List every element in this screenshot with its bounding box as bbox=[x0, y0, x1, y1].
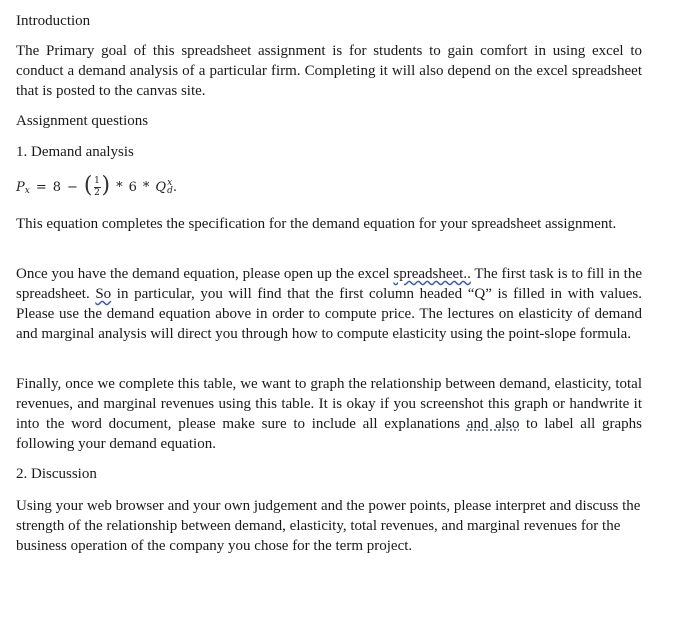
eq-q-var: Q bbox=[155, 179, 167, 195]
eq-q-sub: d bbox=[167, 186, 173, 196]
p3-text-b: to label all graphs following your demand equation. bbox=[16, 416, 642, 452]
p2-text-a: Once you have the demand equation, please open up the excel bbox=[16, 266, 394, 282]
instructions-paragraph bbox=[16, 264, 642, 344]
eq-left-paren: ( bbox=[83, 173, 93, 198]
eq-end: . bbox=[172, 179, 177, 195]
p2-text-c: in particular, you will find that the first column headed “Q” is filled in with values. Please use the demand equation above in order to compute price. The lectures on elasticity of demand and marginal analysis will direct you through how to compute elasticity using the point-slope formula. bbox=[16, 286, 642, 342]
eq-frac-num: 1 bbox=[94, 175, 100, 186]
eq-lhs-var: P bbox=[16, 179, 25, 195]
eq-right-paren: ) bbox=[101, 173, 111, 198]
intro-paragraph: The Primary goal of this spreadsheet assignment is for students to gain comfort in using excel to conduct a demand analysis of a particular firm. Completing it will also depend on the excel spreadsheet that is posted to the canvas site. bbox=[16, 43, 642, 99]
eq-equals: = bbox=[35, 179, 47, 195]
p2-text-b: The first task is to fill in the spreadsheet. bbox=[16, 266, 642, 302]
eq-minus: − bbox=[67, 179, 78, 195]
eq-mult: 6 bbox=[128, 179, 137, 195]
and-also-flagged: and also bbox=[466, 416, 520, 432]
eq-q-sup: x bbox=[167, 178, 173, 188]
equation-note-paragraph: This equation completes the specification for the demand equation for your spreadsheet assignment. bbox=[16, 216, 617, 232]
graph-paragraph bbox=[16, 374, 642, 454]
eq-const: 8 bbox=[52, 179, 62, 195]
so-flagged-word: So bbox=[95, 286, 112, 302]
eq-frac-den: 2 bbox=[94, 187, 100, 198]
demand-equation bbox=[16, 174, 177, 200]
eq-fraction bbox=[94, 177, 101, 198]
section-2-title: 2. Discussion bbox=[16, 466, 97, 482]
assignment-heading: Assignment questions bbox=[16, 113, 149, 129]
eq-lhs-sub: x bbox=[24, 186, 30, 196]
discussion-paragraph: Using your web browser and your own judgement and the power points, please interpret and discuss the strength of the relationship between demand, elasticity, total revenues, and marginal revenues for the business operation of the company you chose for the term project. bbox=[16, 498, 641, 554]
spreadsheet-link-text: spreadsheet.. bbox=[393, 266, 471, 282]
p3-text-a: Finally, once we complete this table, we want to graph the relationship between demand, elasticity, total revenues, and marginal revenues using this table. It is okay if you screenshot this graph or handwrite it into the word document, please make sure to include all explanations bbox=[16, 376, 642, 432]
eq-times-2: * bbox=[142, 179, 150, 195]
eq-times-1: * bbox=[116, 179, 123, 195]
heading-introduction: Introduction bbox=[16, 13, 91, 29]
section-1-title: 1. Demand analysis bbox=[16, 144, 134, 160]
